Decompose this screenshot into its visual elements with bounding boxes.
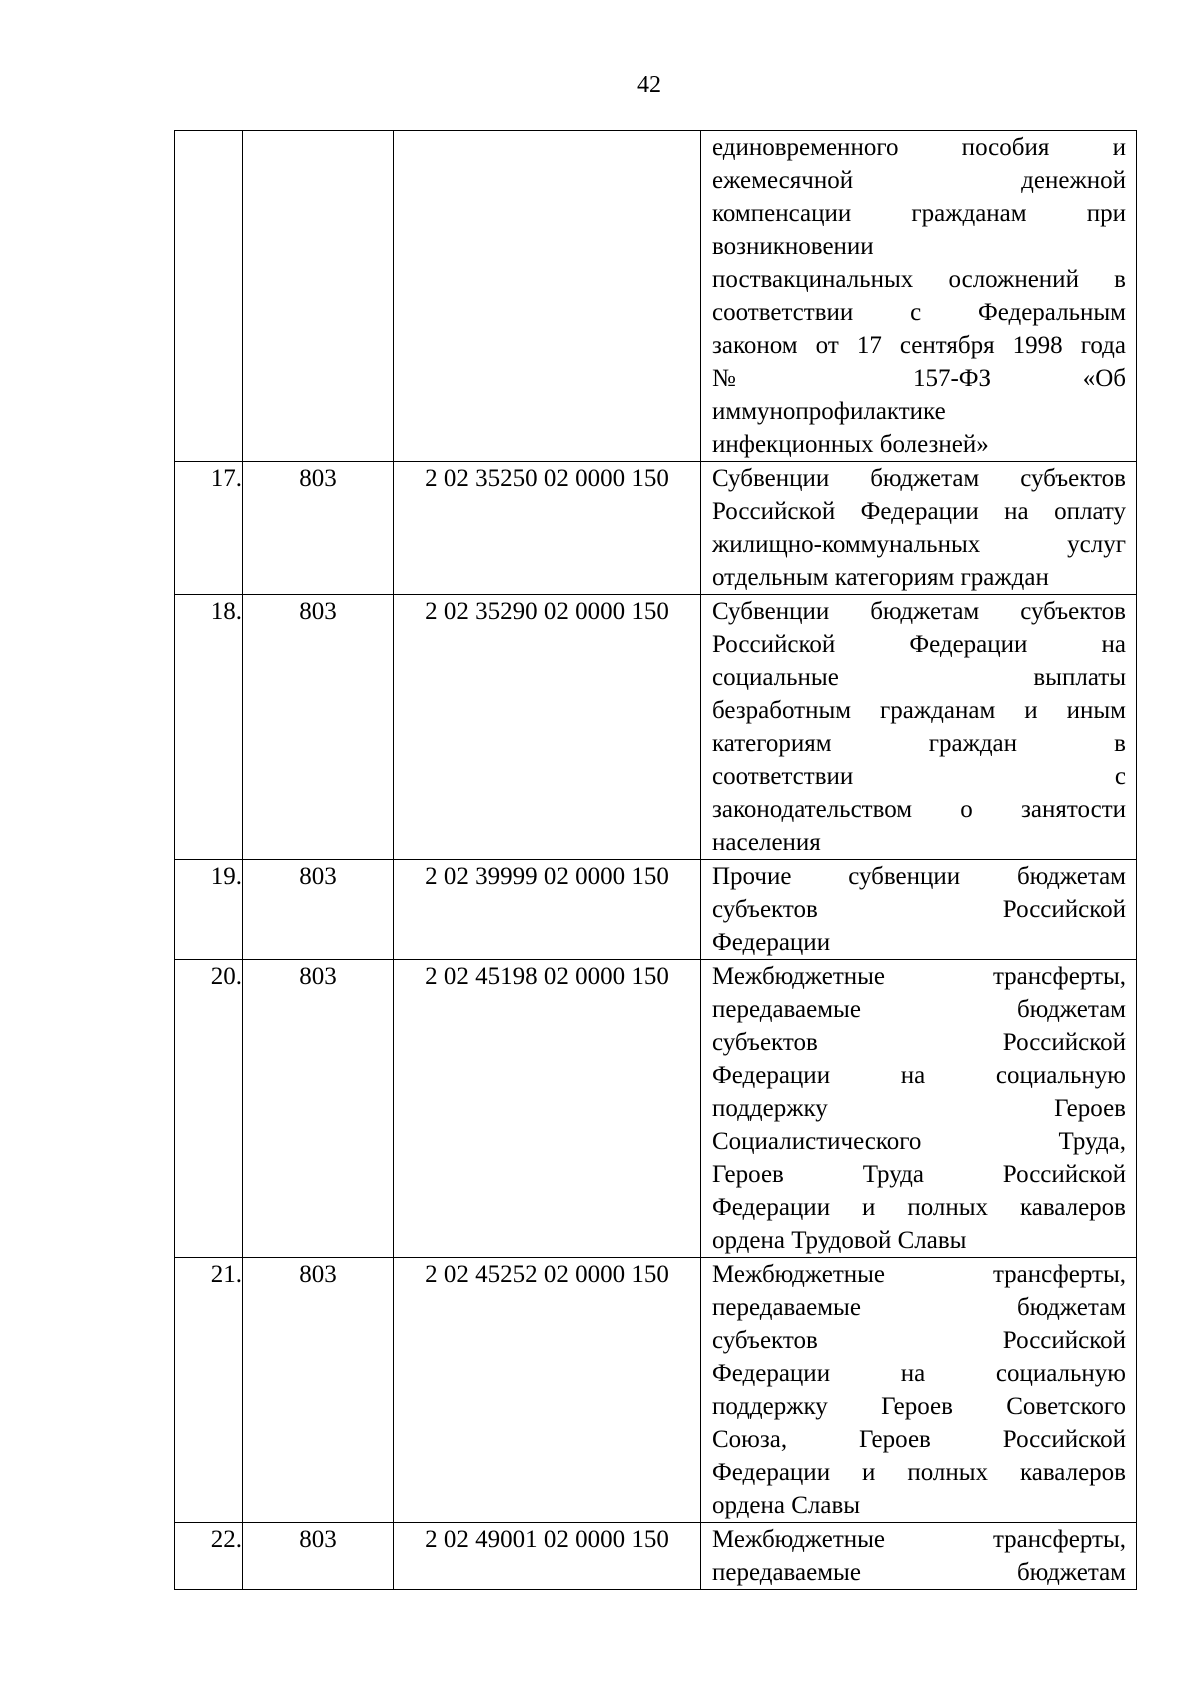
revenue-code-cell: 2 02 35250 02 0000 150 xyxy=(394,462,701,595)
row-number-cell: 19. xyxy=(175,860,243,960)
description-line: Социалистического Труда, xyxy=(712,1128,1126,1155)
description-line: социальные выплаты xyxy=(712,664,1126,691)
description-line: передаваемые бюджетам xyxy=(712,1559,1126,1586)
description-cell xyxy=(701,1258,1137,1523)
description-line: законодательством о занятости xyxy=(712,796,1126,823)
admin-code-cell: 803 xyxy=(243,1258,394,1523)
description-cell xyxy=(701,1523,1137,1590)
description-line: Российской Федерации на xyxy=(712,631,1126,658)
revenue-code-cell: 2 02 45198 02 0000 150 xyxy=(394,960,701,1258)
admin-code-cell: 803 xyxy=(243,462,394,595)
description-cell xyxy=(701,462,1137,595)
description-line: законом от 17 сентября 1998 года xyxy=(712,332,1126,359)
description-line: Федерации xyxy=(712,929,831,956)
description-line: Межбюджетные трансферты, xyxy=(712,1261,1126,1288)
row-number-cell: 20. xyxy=(175,960,243,1258)
revenue-code-cell xyxy=(394,131,701,462)
table-row xyxy=(175,462,1137,595)
description-line: Межбюджетные трансферты, xyxy=(712,963,1126,990)
admin-code-cell: 803 xyxy=(243,860,394,960)
revenue-code-cell: 2 02 35290 02 0000 150 xyxy=(394,595,701,860)
description-line: жилищно-коммунальных услуг xyxy=(712,531,1126,558)
description-line: Субвенции бюджетам субъектов xyxy=(712,465,1126,492)
table-row xyxy=(175,131,1137,462)
description-cell xyxy=(701,131,1137,462)
description-cell xyxy=(701,960,1137,1258)
description-line: Федерации на социальную xyxy=(712,1062,1126,1089)
description-line: ордена Трудовой Славы xyxy=(712,1227,967,1254)
admin-code-cell: 803 xyxy=(243,1523,394,1590)
row-number-cell: 17. xyxy=(175,462,243,595)
table-row xyxy=(175,595,1137,860)
description-line: субъектов Российской xyxy=(712,896,1126,923)
description-line: Федерации и полных кавалеров xyxy=(712,1459,1126,1486)
admin-code-cell xyxy=(243,131,394,462)
description-line: субъектов Российской xyxy=(712,1029,1126,1056)
admin-code-cell: 803 xyxy=(243,960,394,1258)
table-body xyxy=(175,131,1137,1590)
description-line: Федерации на социальную xyxy=(712,1360,1126,1387)
table-row xyxy=(175,1258,1137,1523)
description-line: инфекционных болезней» xyxy=(712,431,989,458)
description-line: ежемесячной денежной xyxy=(712,167,1126,194)
row-number-cell: 22. xyxy=(175,1523,243,1590)
description-line: единовременного пособия и xyxy=(712,134,1126,161)
description-line: населения xyxy=(712,829,821,856)
admin-code-cell: 803 xyxy=(243,595,394,860)
description-line: безработным гражданам и иным xyxy=(712,697,1126,724)
description-line: компенсации гражданам при xyxy=(712,200,1126,227)
table-row xyxy=(175,860,1137,960)
budget-revenue-table xyxy=(174,130,1137,1590)
description-line: передаваемые бюджетам xyxy=(712,1294,1126,1321)
description-cell xyxy=(701,860,1137,960)
table-row xyxy=(175,1523,1137,1590)
description-line: Союза, Героев Российской xyxy=(712,1426,1126,1453)
revenue-code-cell: 2 02 39999 02 0000 150 xyxy=(394,860,701,960)
description-line: передаваемые бюджетам xyxy=(712,996,1126,1023)
description-line: поддержку Героев Советского xyxy=(712,1393,1126,1420)
description-line: Межбюджетные трансферты, xyxy=(712,1526,1126,1553)
description-line: возникновении xyxy=(712,233,874,260)
description-line: отдельным категориям граждан xyxy=(712,564,1049,591)
description-line: Федерации и полных кавалеров xyxy=(712,1194,1126,1221)
description-cell xyxy=(701,595,1137,860)
description-line: субъектов Российской xyxy=(712,1327,1126,1354)
description-line: Субвенции бюджетам субъектов xyxy=(712,598,1126,625)
revenue-code-cell: 2 02 49001 02 0000 150 xyxy=(394,1523,701,1590)
row-number-cell: 18. xyxy=(175,595,243,860)
description-line: поддержку Героев xyxy=(712,1095,1126,1122)
description-line: соответствии с xyxy=(712,763,1126,790)
revenue-code-cell: 2 02 45252 02 0000 150 xyxy=(394,1258,701,1523)
description-line: Российской Федерации на оплату xyxy=(712,498,1126,525)
description-line: ордена Славы xyxy=(712,1492,861,1519)
description-line: Героев Труда Российской xyxy=(712,1161,1126,1188)
description-line: № 157-ФЗ «Об xyxy=(712,365,1126,392)
description-line: иммунопрофилактике xyxy=(712,398,946,425)
description-line: поствакцинальных осложнений в xyxy=(712,266,1126,293)
description-line: категориям граждан в xyxy=(712,730,1126,757)
page-number: 42 xyxy=(637,72,661,98)
row-number-cell: 21. xyxy=(175,1258,243,1523)
row-number-cell xyxy=(175,131,243,462)
description-line: Прочие субвенции бюджетам xyxy=(712,863,1126,890)
table-row xyxy=(175,960,1137,1258)
description-line: соответствии с Федеральным xyxy=(712,299,1126,326)
